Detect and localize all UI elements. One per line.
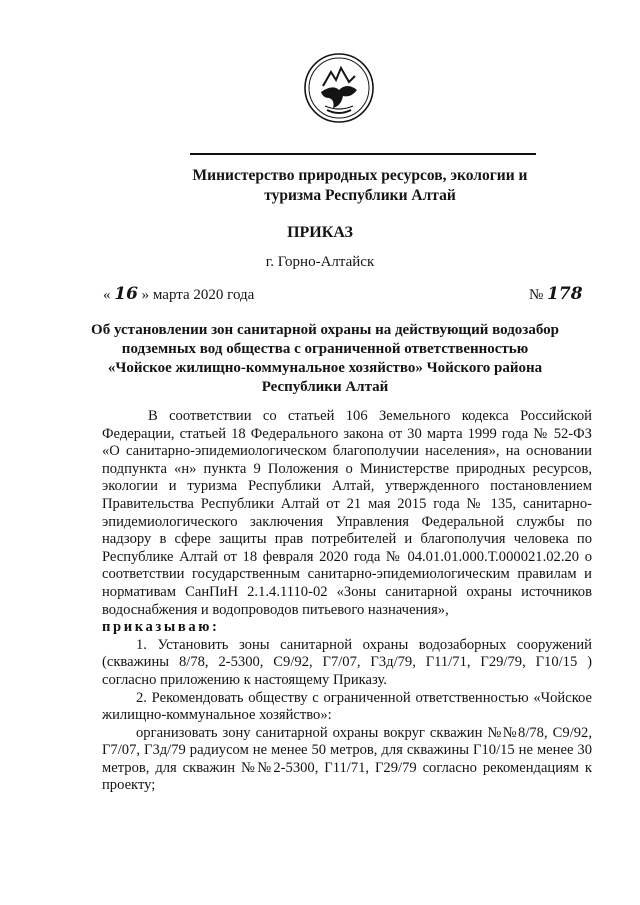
- prikazyvayu-label: приказываю:: [102, 619, 220, 636]
- date-open-quote: «: [103, 287, 111, 303]
- item-1-paragraph: 1. Установить зоны санитарной охраны водозаборных сооружений (скважины 8/78, 2-5300, С9/92, Г7/07, Г3д/79, Г11/71, Г29/79, Г10/15 ) согласно приложению к настоящему Приказу.: [102, 636, 592, 688]
- date-rest: » марта 2020 года: [141, 287, 255, 303]
- document-title: [90, 321, 560, 397]
- ministry-line-2: туризма Республики Алтай: [264, 187, 456, 204]
- document-type: ПРИКАЗ: [287, 224, 353, 241]
- number-handwritten: 178: [547, 284, 583, 304]
- item-2-paragraph: 2. Рекомендовать обществу с ограниченной ответственностью «Чойское жилищно-коммунальное хозяйство»:: [102, 689, 592, 724]
- title-line-2: подземных вод общества с ограниченной ответственностью: [121, 341, 529, 357]
- document-number: [529, 284, 583, 304]
- document-date: [103, 284, 254, 304]
- title-line-3: «Чойское жилищно-коммунальное хозяйство» Чойского района: [107, 360, 543, 376]
- date-day-handwritten: 16: [114, 284, 138, 304]
- ministry-name: [160, 166, 560, 206]
- coat-of-arms-icon: [303, 52, 375, 124]
- number-label: №: [529, 287, 544, 303]
- header-rule: [190, 153, 536, 155]
- item-2-sub-paragraph: организовать зону санитарной охраны вокруг скважин №№8/78, С9/92, Г7/07, Г3д/79 радиусом не менее 50 метров, для скважины Г10/15 не менее 30 метров, для скважин №№2-5300, Г11/71, Г29/79 согласно рекомендациям к проекту;: [102, 724, 592, 794]
- title-line-4: Республики Алтай: [261, 379, 389, 395]
- title-line-1: Об установлении зон санитарной охраны на действующий водозабор: [91, 322, 559, 338]
- preamble-paragraph: В соответствии со статьей 106 Земельного кодекса Российской Федерации, статьей 18 Федерального закона от 30 марта 1999 года № 52-ФЗ «О санитарно-эпидемиологическом благополучии населения», на основании подпункта «н» пункта 9 Положения о Министерстве природных ресурсов, экологии и туризма Республики Алтай, утвержденного постановлением Правительства Республики Алтай от 21 мая 2015 года № 135, санитарно-эпидемиологического заключения Управления Федеральной службы по надзору в сфере защиты прав потребителей и благополучия человека по Республике Алтай от 18 февраля 2020 года № 04.01.01.000.Т.000021.02.20 о соответствии государственным санитарно-эпидемиологическим правилам и нормативам СанПиН 2.1.4.1110-02 «Зоны санитарной охраны источников водоснабжения и водопроводов питьевого назначения»,: [102, 408, 592, 618]
- document-city: г. Горно-Алтайск: [265, 254, 375, 270]
- document-body: [102, 408, 592, 795]
- ministry-line-1: Министерство природных ресурсов, экологии и: [192, 167, 528, 184]
